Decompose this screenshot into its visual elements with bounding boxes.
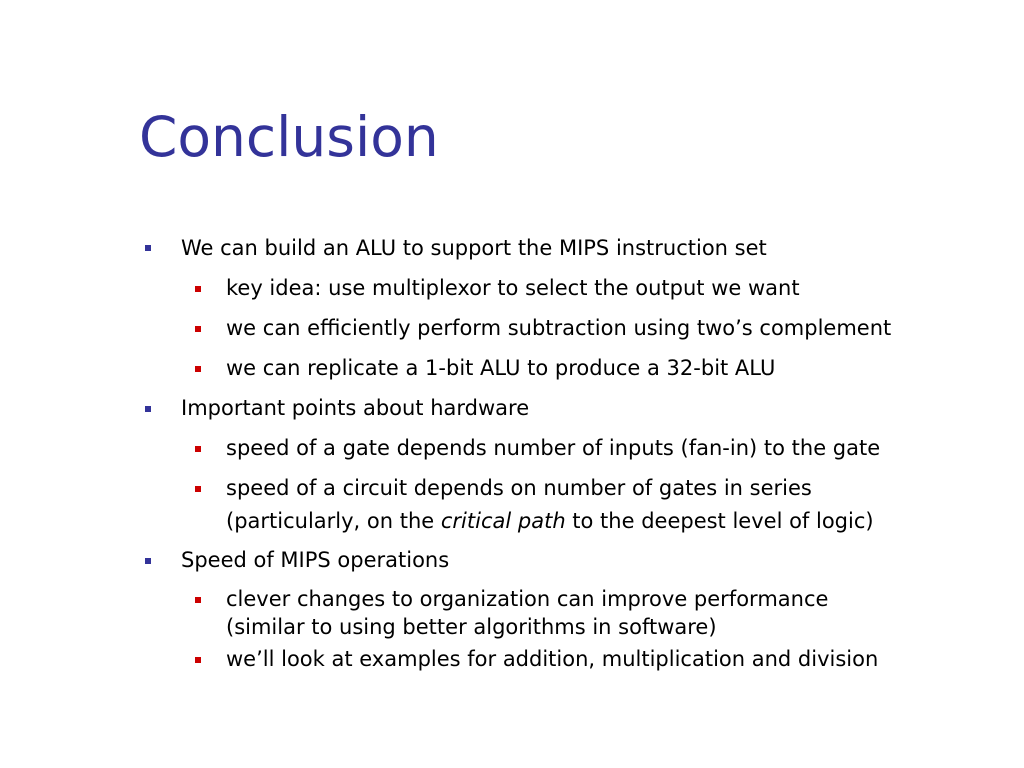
sub-bullet-marker-icon bbox=[195, 486, 201, 492]
sub-bullet-item bbox=[226, 585, 828, 641]
sub-bullet-marker-icon bbox=[195, 446, 201, 452]
sub-bullet-item: speed of a gate depends number of inputs (fan-in) to the gate bbox=[226, 436, 881, 460]
sub-bullet-line: (similar to using better algorithms in software) bbox=[226, 615, 717, 639]
sub-bullet-marker-icon bbox=[195, 286, 201, 292]
sub-bullet-line: clever changes to organization can improve performance bbox=[226, 587, 829, 611]
bullet-marker-icon bbox=[145, 245, 151, 251]
sub-bullet-marker-icon bbox=[195, 597, 201, 603]
bullet-item: Important points about hardware bbox=[181, 396, 530, 420]
slide-title: Conclusion bbox=[139, 105, 439, 169]
sub-bullet-item: we can replicate a 1-bit ALU to produce a 32-bit ALU bbox=[226, 356, 776, 380]
text-fragment: (particularly, on the bbox=[226, 509, 441, 533]
sub-bullet-marker-icon bbox=[195, 366, 201, 372]
bullet-marker-icon bbox=[145, 558, 151, 564]
sub-bullet-item bbox=[226, 472, 874, 538]
sub-bullet-marker-icon bbox=[195, 326, 201, 332]
text-fragment: to the deepest level of logic) bbox=[565, 509, 874, 533]
bullet-item: Speed of MIPS operations bbox=[181, 548, 450, 572]
bullet-item: We can build an ALU to support the MIPS instruction set bbox=[181, 236, 767, 260]
sub-bullet-line bbox=[226, 505, 874, 538]
sub-bullet-line: speed of a circuit depends on number of gates in series bbox=[226, 476, 812, 500]
sub-bullet-item: key idea: use multiplexor to select the output we want bbox=[226, 276, 800, 300]
sub-bullet-marker-icon bbox=[195, 657, 201, 663]
emphasis-text: critical path bbox=[440, 509, 566, 533]
sub-bullet-item: we can efficiently perform subtraction using two’s complement bbox=[226, 316, 892, 340]
sub-bullet-item: we’ll look at examples for addition, multiplication and division bbox=[226, 647, 879, 671]
bullet-marker-icon bbox=[145, 406, 151, 412]
